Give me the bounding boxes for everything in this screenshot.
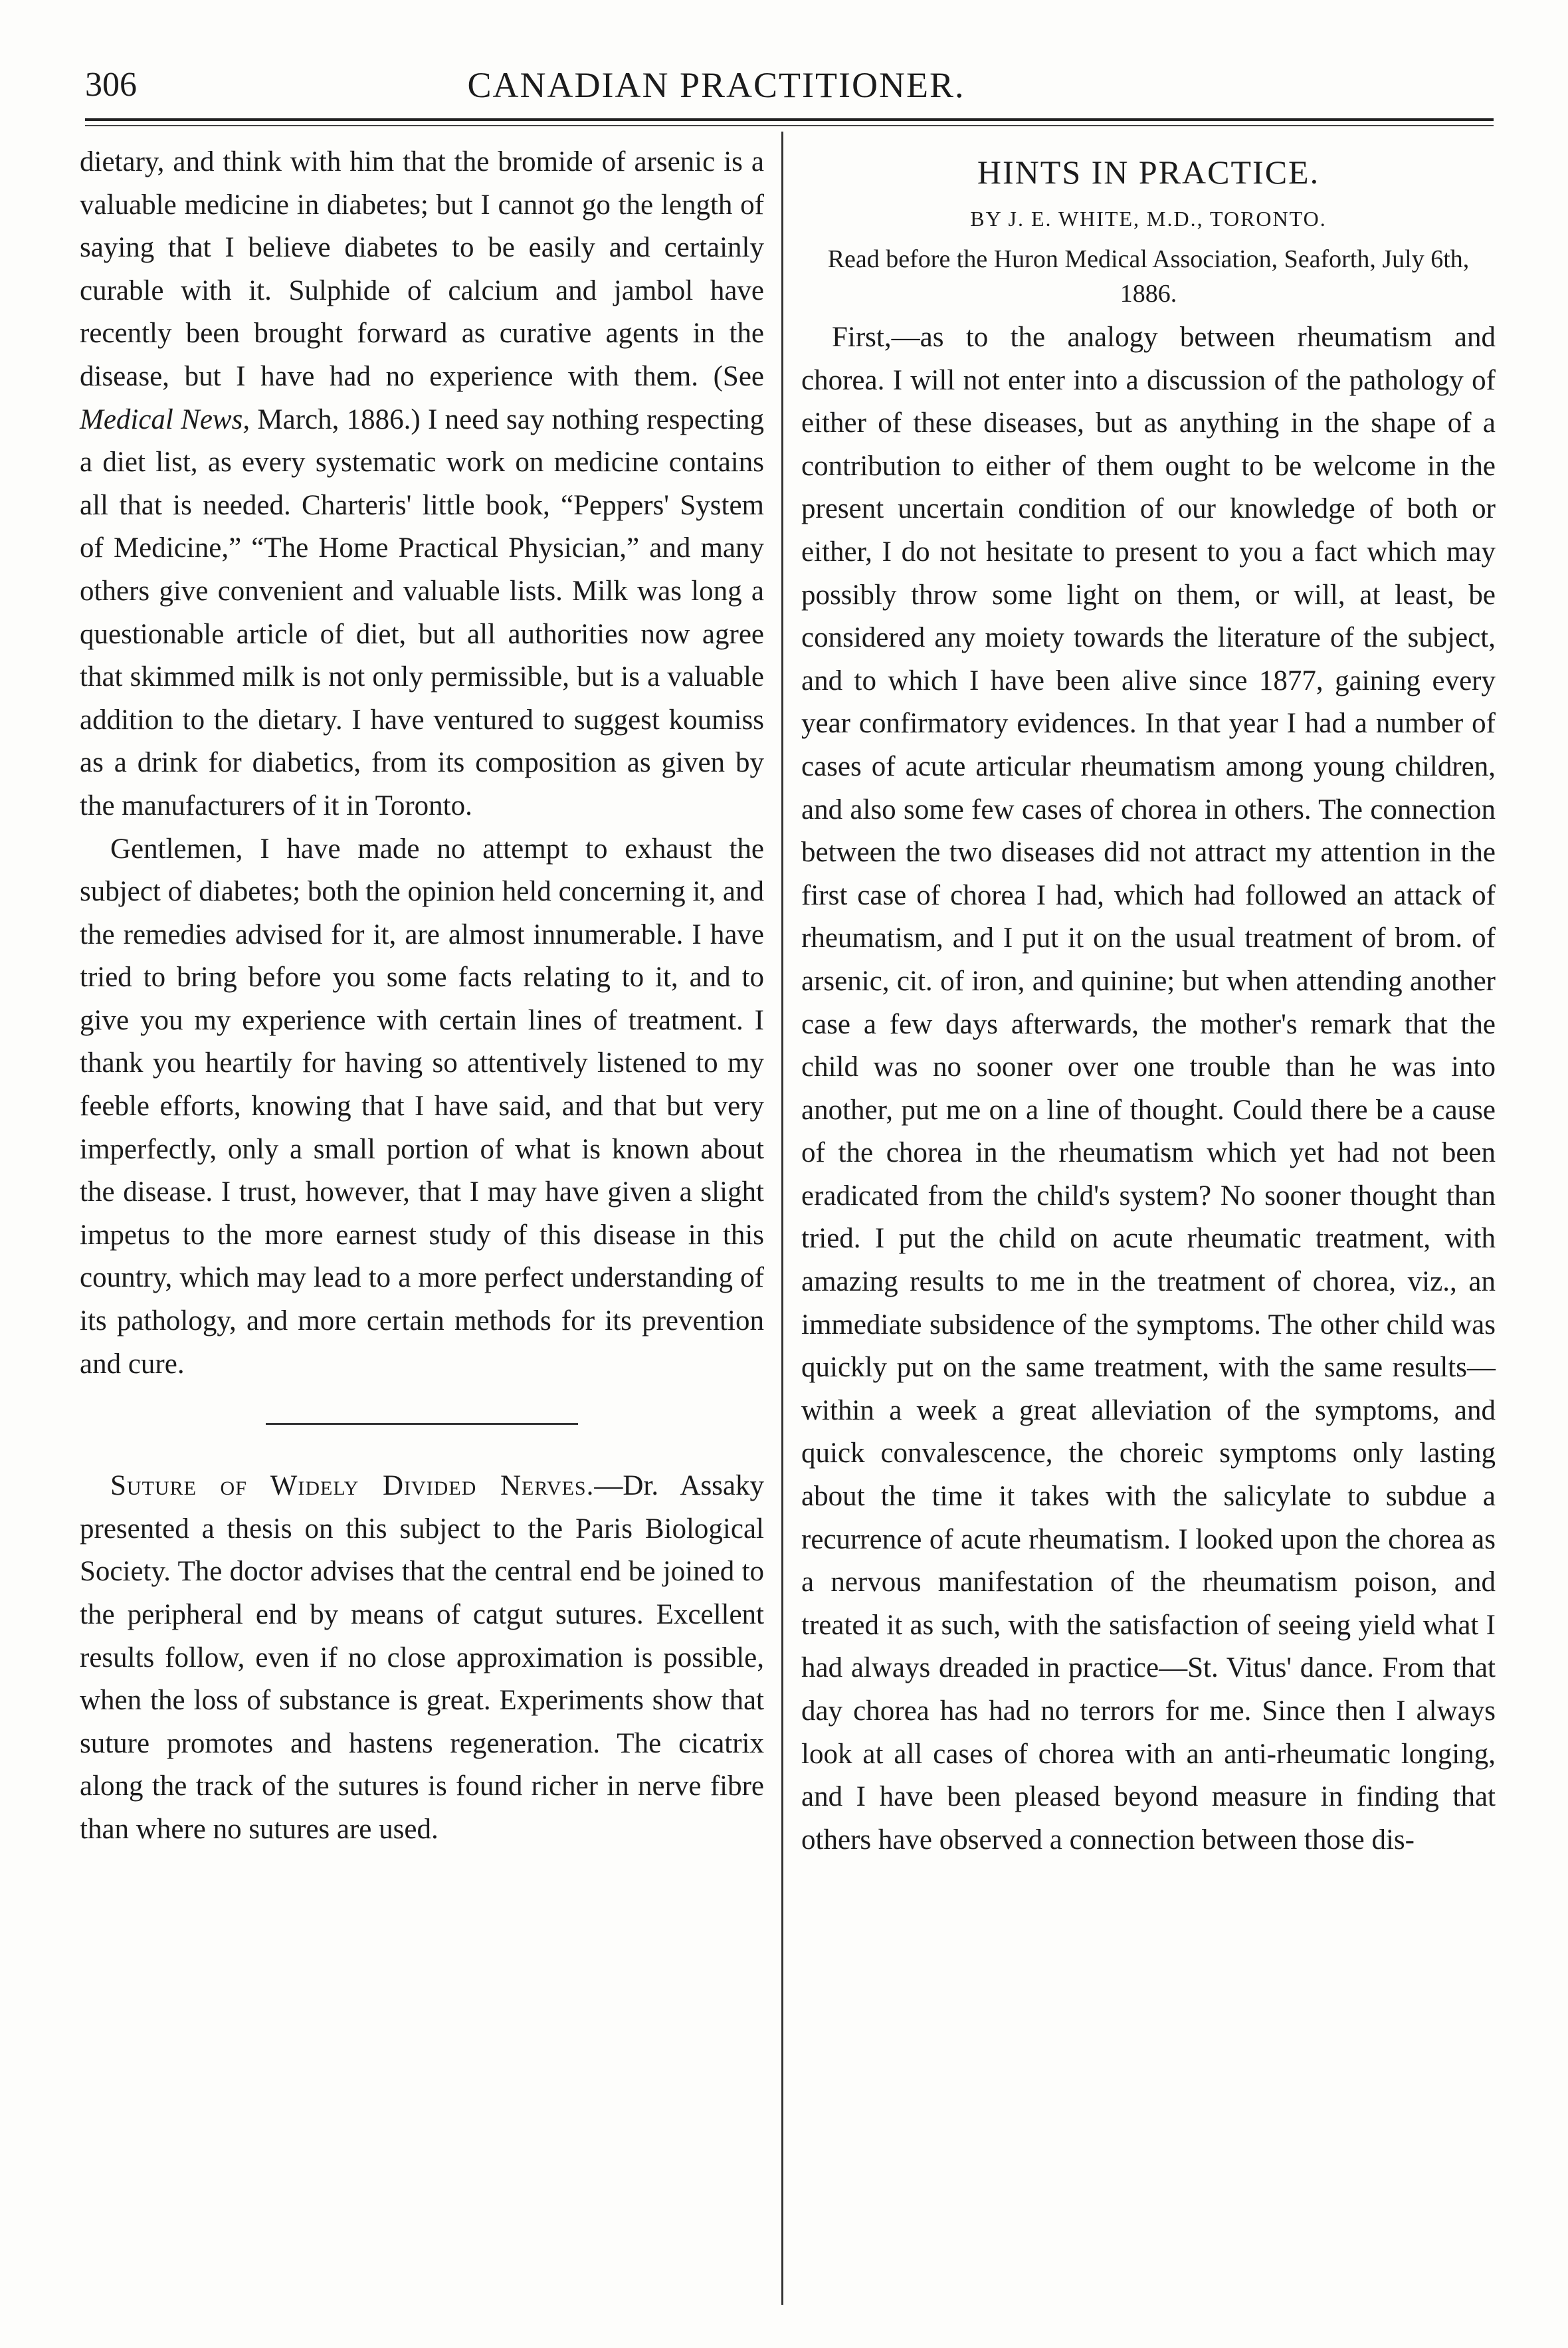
column-divider — [781, 132, 783, 2305]
section-rule — [266, 1423, 578, 1425]
header-rule-thin — [85, 125, 1494, 126]
conclusion-paragraph: Gentlemen, I have made no attempt to exhaust the subject of diabetes; both the opinion held concerning it, and the remedies advised for it, are almost innumerable. I have tried to bring before you some facts relating to it, and to give you my experience with certain lines of treatment. I thank you heartily for having so attentively listened to my feeble efforts, knowing that I have said, and that but very imperfectly, only a small portion of what is known about the disease. I trust, however, that I may have given a slight impetus to the more earnest study of this disease in this country, which may lead to a more perfect understanding of its pathology, and more certain methods for its prevention and cure. — [80, 833, 764, 1380]
journal-title-italic: Medical News, — [80, 403, 250, 435]
suture-item — [80, 1465, 764, 1851]
article-body: First,—as to the analogy between rheumatism and chorea. I will not enter into a discussion of the pathology of either of these diseases, but as anything in the shape of a contribution to either of them ought to be welcome in the present uncertain condition of our knowledge of both or either, I do not hesitate to present to you a fact which may possibly throw some light on them, or will, at least, be considered any moiety towards the literature of the subject, and to which I have been alive since 1877, gaining every year confirmatory evidences. In that year I had a number of cases of acute articular rheumatism among young children, and also some few cases of chorea in others. The connection between the two diseases did not attract my attention in the first case of chorea I had, which had followed an attack of rheumatism, and I put it on the usual treatment of brom. of arsenic, cit. of iron, and quinine; but when attending another case a few days afterwards, the mother's remark that the child was no sooner over one trouble than he was into another, put me on a line of thought. Could there be a cause of the chorea in the rheumatism which yet had not been eradicated from the child's system? No sooner thought than tried. I put the child on acute rheumatic treatment, with amazing results to me in the treatment of chorea, viz., an immediate subsidence of the symptoms. The other child was quickly put on the same treatment, with the same results—within a week a great alleviation of the symptoms, and quick convalescence, the choreic symptoms only lasting about the time it takes with the salicylate to subdue a recurrence of acute rheumatism. I looked upon the chorea as a nervous manifestation of the rheumatism poison, and treated it as such, with the satisfaction of seeing yield what I had always dreaded in practice—St. Vitus' dance. From that day chorea has had no terrors for me. Since then I always look at all cases of chorea with an anti-rheumatic longing, and I have been pleased beyond measure in finding that others have observed a connection between those dis- — [801, 322, 1496, 1856]
left-column — [80, 141, 764, 1852]
article-title: HINTS IN PRACTICE. — [977, 154, 1320, 191]
right-column — [801, 141, 1496, 1862]
running-title: CANADIAN PRACTITIONER. — [467, 65, 965, 105]
suture-item-body: —Dr. Assaky presented a thesis on this subject to the Paris Biological Society. The doctor advises that the central end be joined to the peripheral end by means of catgut sutures. Excellent results follow, even if no close approximation is possible, when the loss of substance is great. Experiments show that suture promotes and hastens regeneration. The cicatrix along the track of the sutures is found richer in nerve fibre than where no sutures are used. — [80, 1470, 765, 1845]
page-number: 306 — [85, 66, 137, 104]
diabetes-paragraph-part-2: March, 1886.) I need say nothing respecting a diet list, as every systematic work on medicine contains all that is needed. Charteris' little book, “Peppers' System of Medicine,” “The Home Practical Physician,” and many others give convenient and valuable lists. Milk was long a questionable article of diet, but all authorities now agree that skimmed milk is not only permissible, but is a valuable addition to the dietary. I have ventured to suggest koumiss as a drink for diabetics, from its composition as given by the manufacturers of it in Toronto. — [80, 403, 764, 821]
page-header — [85, 58, 1494, 112]
article-byline: BY J. E. WHITE, M.D., TORONTO. — [970, 207, 1327, 231]
article-read-before: Read before the Huron Medical Association, Seaforth, July 6th, 1886. — [827, 245, 1470, 308]
diabetes-paragraph-part-1: dietary, and think with him that the bromide of arsenic is a valuable medicine in diabetes; but I cannot go the length of saying that I believe diabetes to be easily and certainly curable with it. Sulphide of calcium and jambol have recently been brought forward as curative agents in the disease, but I have had no experience with them. (See — [80, 146, 764, 392]
header-rule — [85, 118, 1494, 121]
suture-item-title: Suture of Widely Divided Nerves. — [110, 1470, 595, 1502]
diabetes-paragraph-continued — [80, 141, 764, 828]
